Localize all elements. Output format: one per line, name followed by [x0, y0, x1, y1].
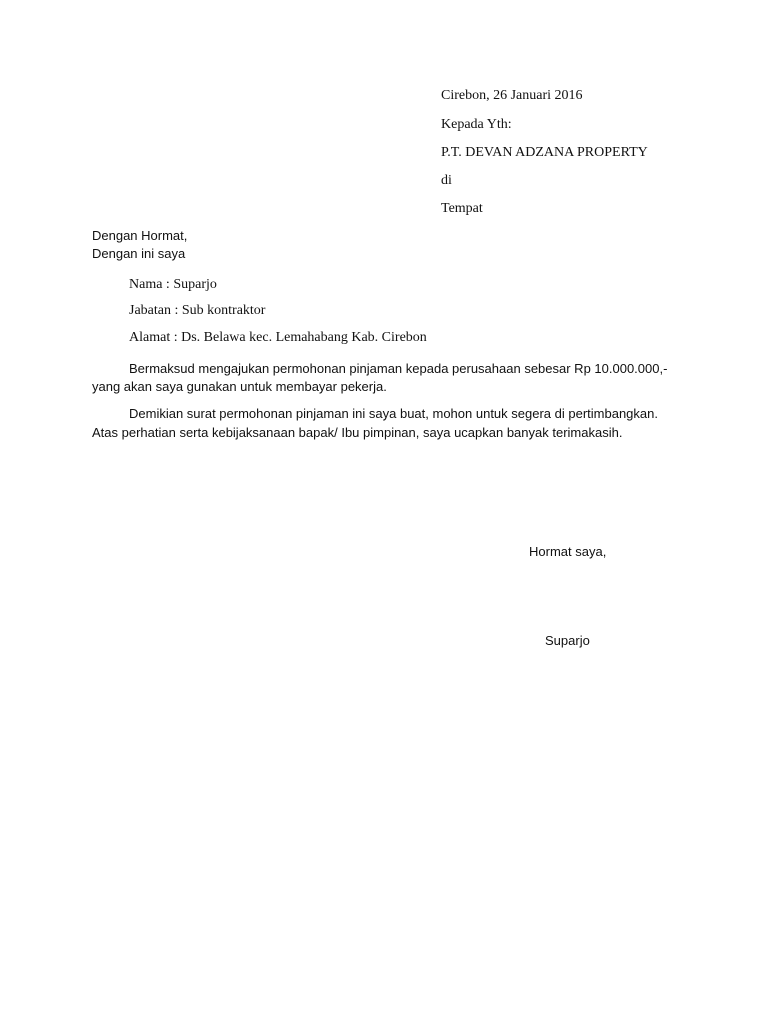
field-nama: Nama : Suparjo: [129, 277, 217, 292]
field-alamat: Alamat : Ds. Belawa kec. Lemahabang Kab. Cirebon: [129, 330, 427, 345]
salutation: Dengan Hormat,: [92, 228, 188, 243]
paragraph2-line1: Demikian surat permohonan pinjaman ini saya buat, mohon untuk segera di pertimbangkan.: [129, 406, 658, 421]
recipient-greeting: Kepada Yth:: [441, 117, 512, 132]
paragraph1-line1: Bermaksud mengajukan permohonan pinjaman kepada perusahaan sebesar Rp 10.000.000,-: [129, 361, 668, 376]
field-jabatan: Jabatan : Sub kontraktor: [129, 303, 266, 318]
paragraph2-line2: Atas perhatian serta kebijaksanaan bapak/ Ibu pimpinan, saya ucapkan banyak terimakasih.: [92, 425, 623, 440]
paragraph1-line2: yang akan saya gunakan untuk membayar pekerja.: [92, 379, 387, 394]
signatory-name: Suparjo: [545, 633, 590, 648]
closing: Hormat saya,: [529, 544, 607, 559]
place-date: Cirebon, 26 Januari 2016: [441, 88, 583, 103]
recipient-place: Tempat: [441, 201, 483, 216]
intro: Dengan ini saya: [92, 246, 186, 261]
recipient-company: P.T. DEVAN ADZANA PROPERTY: [441, 145, 648, 160]
recipient-di: di: [441, 173, 452, 188]
